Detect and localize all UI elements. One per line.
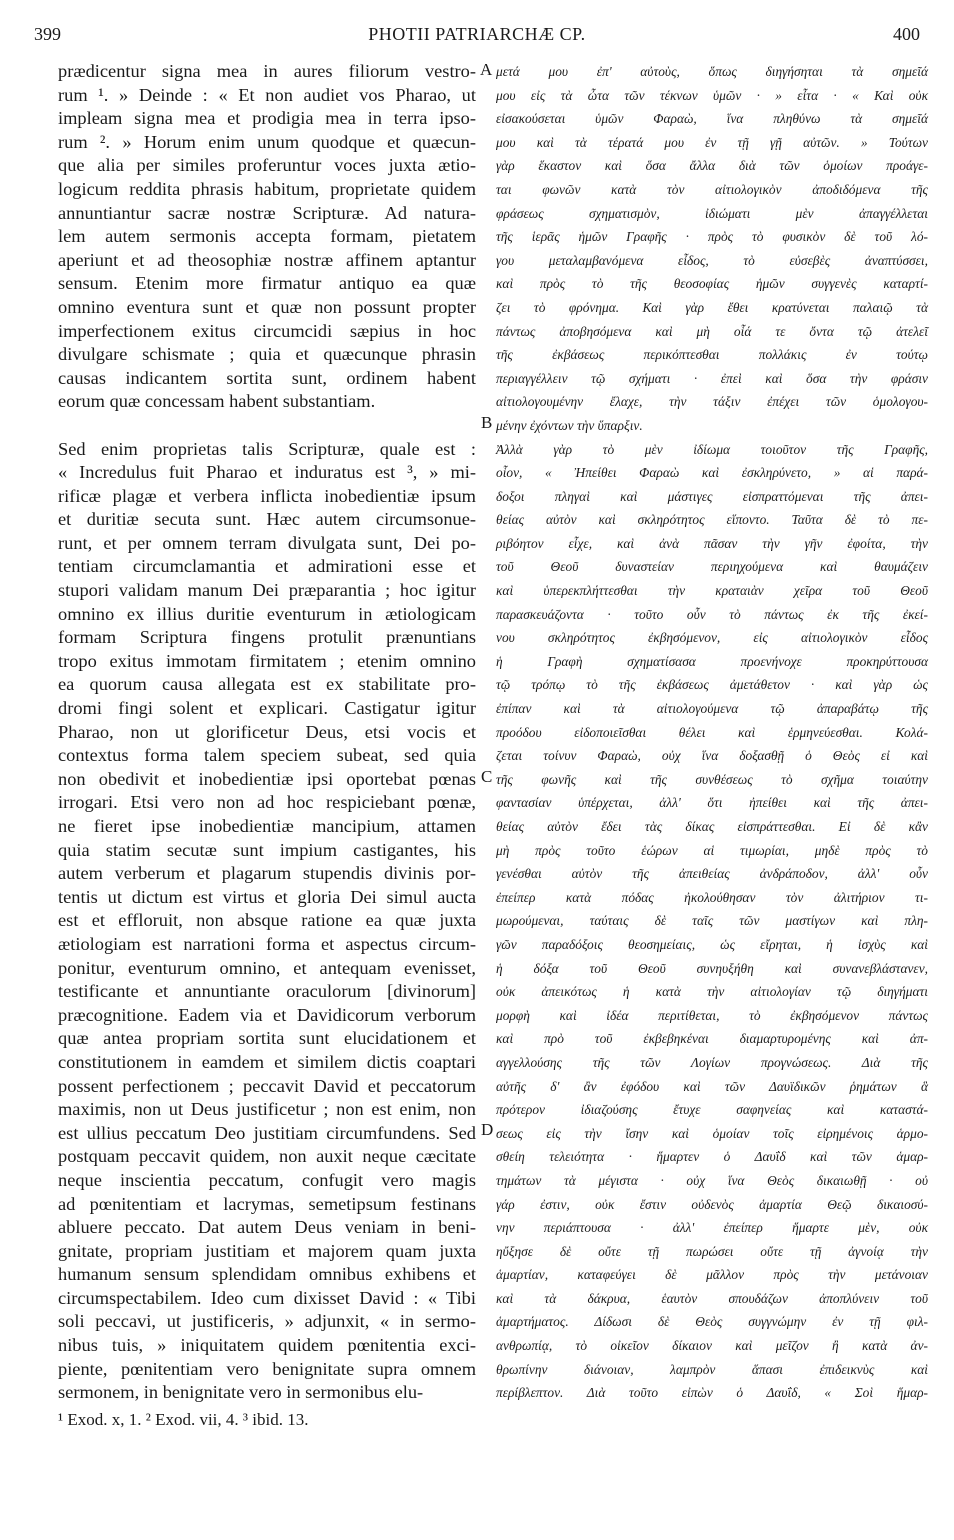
text-line: ad pœnitentiam et lacrymas, semetipsum festinans: [58, 1193, 476, 1214]
footnotes: ¹ Exod. x, 1. ² Exod. vii, 4. ³ ibid. 13.: [58, 1410, 309, 1429]
text-line: τῆς ἐκβάσεως περικόπτεσθαι πολλάκις ἐν τούτῳ: [496, 347, 928, 363]
text-line: μὴ πρὸς τοῦτο ἑώρων αἱ τιμωρίαι, μηδὲ πρὸς τὸ: [496, 842, 928, 858]
text-line: τημάτων τὰ μέγιστα · οὐχ ἵνα Θεὸς δικαιωθῇ · οὐ: [496, 1172, 928, 1188]
text-line: ανθρωπίᾳ, τὸ οἰκεῖον δίκαιον καὶ μεῖζον ἢ κατὰ ἀν-: [496, 1338, 928, 1354]
text-line: quia statim secutæ sunt impium castigantes, his: [58, 839, 476, 860]
text-line: θείας αὐτὸν ἔδει τὰς δίκας εἰσπράττεσθαι. Εἰ δὲ κἂν: [496, 819, 928, 834]
text-line: formam Scriptura fingens protulit prænuntians: [58, 627, 476, 648]
text-line: neque inscientia peccatum, confugit vero magis: [58, 1169, 476, 1190]
text-line: γάρ ἐστιν, οὐκ ἔστιν οὐδενὸς ἁμαρτία Θεῷ δικαιοσύ-: [496, 1196, 928, 1212]
text-line: καὶ πρὸ τοῦ ἐκβεβηκέναι διαμαρτυρομένης καὶ ἀπ-: [496, 1031, 928, 1047]
text-line: οὐκ ἀπεικότως ἡ κατὰ τὴν αἰτιολογίαν τῷ διηγήματι: [496, 984, 928, 1000]
text-line: dromi fingi solent et explicari. Castigatur igitur: [58, 698, 476, 719]
text-line: γενέσθαι αὐτὸν τῆς ἀπειθείας ἀνδράποδον, ἀλλ' οὖν: [496, 866, 928, 882]
text-line: stupori validam manum Dei præparantia ; hoc igitur: [58, 580, 476, 601]
text-line: τῆς ἱερᾶς ἡμῶν Γραφῆς · πρὸς τὸ φυσικὸν δὲ τοῦ λό-: [496, 229, 928, 245]
text-line: tentis ut dictum est virtus et gloria Dei simul aucta: [58, 886, 476, 907]
text-line: φαντασίαν ὑπέρχεται, ἀλλ' ὅτι ἠπείθει καὶ τῆς ἀπει-: [496, 795, 928, 811]
text-line: abluere peccato. Dat autem Deus veniam in beni-: [58, 1217, 476, 1238]
text-line: præcognitione. Eadem via et Davidicorum verborum: [58, 1004, 476, 1025]
text-line: καὶ ὑπερεκπλήττεσθαι τὴν κραταιὰν χεῖρα τοῦ Θεοῦ: [496, 583, 928, 599]
text-line: καὶ πρὸς τὸ τῆς θεοσοφίας ἡμῶν συγγενὲς καταρτί-: [496, 276, 928, 292]
text-line: piente, pœnitentiam vero benignitate supra omnem: [58, 1358, 476, 1379]
text-line: ται φωνῶν κατὰ τὸν αἰτιολογικὸν ἀποδιδόμενα τῆς: [496, 181, 928, 197]
text-line: postquam peccavit quidem, non auxit neque cæcitate: [58, 1146, 476, 1167]
text-line: ἡ Γραφὴ σχηματίσασα προενήνοχε προκηρύττουσα: [496, 653, 928, 669]
text-line: νου σκληρότητος ἐκβησόμενον, εἰς αἰτιολογικὸν εἶδος: [496, 630, 928, 646]
text-line: « Incredulus fuit Pharao et induratus est ³, » mi-: [58, 462, 476, 483]
page-number-left: 399: [34, 24, 61, 44]
text-line: constitutionem in eamdem et similem dictis coaptari: [58, 1051, 476, 1072]
text-line: irrogari. Etsi vero non ad hoc respiciebant pœnæ,: [58, 792, 476, 813]
text-line: rum ². » Horum enim unum quodque et quæcun-: [58, 131, 476, 152]
text-line: que alia per similes proferuntur voces juxta ætio-: [58, 155, 476, 176]
text-line: tropo exitus immotam firmitatem ; etenim omnino: [58, 650, 476, 671]
text-line: ea quorum causa allegata est ex stabilitate pro-: [58, 674, 476, 695]
text-line: ἐπίπαν καὶ τὰ αἰτιολογούμενα τῷ ἀπαραβάτῳ τῆς: [496, 701, 928, 717]
text-line: περίβλεπτον. Διὰ τοῦτο εἰπὼν ὁ Δαυΐδ, « Σοὶ ἥμαρ-: [496, 1385, 928, 1401]
text-line: γῶν παραδόξοις θεοσημείαις, ὡς εἴρηται, ἡ ἰσχὺς καὶ: [496, 936, 928, 952]
text-line: causas indicantem sortita sunt, ordinem habent: [58, 367, 476, 388]
text-line: γου μεταλαμβανόμενα εἶδος, τὸ εὐσεβὲς ἀναπτύσσει,: [496, 252, 928, 268]
text-line: rificæ plagæ et verbera inflicta inobedientiæ ipsum: [58, 485, 476, 506]
text-line: δοξοι πληγαὶ καὶ μάστιγες εἰσπραττόμεναι τῆς ἀπει-: [496, 488, 928, 504]
text-line: εἰσακούσεται ὑμῶν Φαραὼ, ἵνα πληθύνω τὰ σημεῖά: [496, 111, 928, 127]
text-line: θείας αὐτὸν καὶ σκληρότητος εἵποντο. Ταῦτα δὲ τὸ πε-: [496, 512, 928, 528]
text-line: rum ¹. » Deinde : « Et non audiet vos Pharao, ut: [58, 84, 476, 105]
text-line: πρότερον ἰδιαζούσης ἔτυχε σαφηνείας καὶ καταστά-: [496, 1102, 928, 1118]
text-line: imperfectionem exitus circumcidi sæpius in hoc: [58, 320, 476, 341]
text-line: omnino eventura sunt et quæ non possunt propter: [58, 296, 476, 317]
text-line: circumspectabilem. Ideo cum dixisset David : « Tibi: [58, 1287, 476, 1308]
text-line: ne fieret ipse inobedientiæ mancipium, attamen: [58, 816, 476, 836]
text-line: γὰρ ἕκαστον καὶ ὅσα ἄλλα διὰ τῶν ὁμοίων προάγε-: [496, 158, 928, 174]
text-line: προόδου εἰδοποιεῖσθαι θέλει καὶ ἑρμηνεύεσθαι. Κολά-: [496, 724, 928, 740]
text-line: quæ antea propriam sortita sunt elucidationem et: [58, 1028, 476, 1049]
text-line: sermonem, in benignitate vero in sermonibus elu-: [58, 1382, 424, 1403]
text-line: omnino ex illius duritie eventurum in ætiologicam: [58, 603, 476, 624]
text-line: αγγελλούσης τῆς τῶν Λογίων προγνώσεως. Διὰ τῆς: [496, 1054, 928, 1070]
text-line: Pharao, non ut glorificetur Deus, etsi vocis et: [58, 721, 476, 742]
text-line: περιαγγέλλειν τῷ σχήματι · ἐπεὶ καὶ ὅσα τὴν φράσιν: [496, 370, 928, 386]
text-line: μορφὴ καὶ ἰδέα περιτίθεται, τὸ ἐκβησόμενον πάντως: [496, 1007, 928, 1023]
text-line: ætiologiam est narrationi forma et aspectus circum-: [58, 933, 476, 954]
section-marker-d: D: [481, 1120, 494, 1139]
text-line: autem verberum et plagarum stupendis divinis por-: [58, 863, 476, 884]
text-line: φράσεως σχηματισμὸν, ἰδιώματι μὲν ἀπαγγέλλεται: [496, 205, 928, 221]
text-line: ἁμαρτίαν, καταφεύγει δὲ μᾶλλον πρὸς τὴν μετάνοιαν: [496, 1267, 928, 1283]
text-line: πάντως ἀποβησόμενα καὶ μὴ οἷά τε ὄντα τῷ ἀτελεῖ: [496, 323, 928, 339]
text-line: [58, 414, 476, 438]
text-line: non obedivit et inobedientiæ ipsi oportebat pœnas: [58, 768, 476, 789]
latin-column: [58, 60, 476, 1405]
text-line: μου καὶ τὰ τέρατά μου ἐν τῇ γῇ αὐτῶν. » Τούτων: [496, 134, 928, 150]
text-line: μωρούμεναι, ταύταις δὲ ταῖς τῶν μαστίγων καὶ πλη-: [496, 913, 928, 929]
text-line: gnitate, propriam justitiam et majorem quam juxta: [58, 1240, 476, 1261]
text-line: ηὔξησε δὲ οὔτε τῇ πωρώσει οὔτε τῇ ἀγνοίᾳ τὴν: [496, 1243, 928, 1259]
text-line: testificante et annuntiante oraculorum [divinorum]: [58, 981, 476, 1002]
text-line: ριβόητον εἶχε, καὶ ἀνὰ πᾶσαν τὴν γῆν ἐφοίτα, τὴν: [496, 535, 928, 551]
text-line: μου εἰς τὰ ὦτα τῶν τέκνων ὑμῶν · » εἶτα · « Καὶ οὐκ: [496, 87, 928, 103]
text-line: οἷον, « Ἠπείθει Φαραὼ καὶ ἐσκληρύνετο, » αἱ παρά-: [496, 465, 928, 481]
text-line: αὐτῆς δ' ἂν ἐφόδου καὶ τῶν Δαυϊδικῶν ῥημάτων ἃ: [496, 1078, 928, 1094]
text-line: ἐπείπερ κατὰ πόδας ἠκολούθησαν τὸν ἀλιτήριον τι-: [496, 889, 928, 905]
text-line: soli peccavi, ut justificeris, » adjunxit, « in sermo-: [58, 1311, 476, 1332]
text-line: νην περιάπτουσα · ἀλλ' ἐπείπερ ἥμαρτε μὲν, οὐκ: [496, 1220, 928, 1236]
text-line: τῆς φωνῆς καὶ τῆς συνθέσεως τὸ σχῆμα τοιαύτην: [496, 771, 928, 787]
text-line: maximis, non ut Deus justificetur ; non est enim, non: [58, 1099, 476, 1120]
text-line: prædicentur signa mea in aures filiorum vestro-: [58, 61, 476, 81]
text-line: est ullius peccatum Deo justitiam circumfundens. Sed: [58, 1122, 476, 1143]
page-number-right: 400: [893, 24, 920, 44]
text-line: ponitur, eventurum omnino, et antequam evenisset,: [58, 957, 476, 978]
running-title: PHOTII PATRIARCHÆ CP.: [368, 24, 586, 44]
text-line: Ἀλλὰ γὰρ τὸ μὲν ἰδίωμα τοιοῦτον τῆς Γραφῆς,: [496, 441, 928, 457]
page-header: [34, 14, 920, 54]
text-line: ζει τὸ φρόνημα. Καὶ γὰρ ἔθει κρατύνεται παλαιῷ τὰ: [496, 299, 928, 315]
text-line: τῷ τρόπῳ τὸ τῆς ἐκβάσεως ἀμετάθετον · καὶ γὰρ ὡς: [496, 677, 928, 693]
text-line: sensum. Etenim more firmatur antiquo ea quæ: [58, 273, 476, 294]
text-line: ἡ δόξα τοῦ Θεοῦ συνηυξήθη καὶ συνανεβλάστανεν,: [496, 960, 928, 976]
text-line: annuntiantur sacræ nostræ Scripturæ. Ad natura-: [58, 202, 476, 223]
text-line: καὶ τὰ δάκρυα, ἑαυτὸν σπουδάζων ἀποπλύνειν τοῦ: [496, 1290, 928, 1306]
text-line: παρασκευάζοντα · τοῦτο οὖν τὸ πάντως ἐκ τῆς ἐκεί-: [496, 606, 928, 622]
text-line: aperiunt et ad theosophiæ nostræ affinem aptantur: [58, 249, 476, 270]
section-marker-a: A: [480, 60, 493, 79]
text-line: θρωπίνην διάνοιαν, λαμπρὸν ἅπασι ἐπιδεικνὺς καὶ: [496, 1361, 928, 1377]
text-line: et duritiæ secuta sunt. Hæc autem circumsonue-: [58, 509, 476, 530]
text-line: impleam signa mea et prodigia mea in terra ipso-: [58, 108, 476, 129]
text-line: possent perfectionem ; peccavit David et peccatorum: [58, 1075, 476, 1096]
section-marker-b: B: [481, 413, 493, 432]
text-line: ἁμαρτήματος. Δίδωσι δὲ Θεὸς συγγνώμην ἐν τῇ φιλ-: [496, 1314, 928, 1330]
text-line: contextus forma talem speciem subeat, sed quia: [58, 745, 476, 766]
text-line: μετά μου ἐπ' αὐτοὺς, ὅπως διηγήσηται τὰ σημεῖά: [496, 64, 928, 79]
text-line: divulgare schismate ; quia et quæcunque phrasin: [58, 344, 476, 365]
text-line: τοῦ Θεοῦ δυναστείαν περιηχούμενα καὶ θαυμάζειν: [496, 559, 928, 575]
greek-column: [496, 60, 928, 1405]
text-line: lem autem sermonis accepta formam, pietatem: [58, 226, 476, 247]
section-marker-c: C: [481, 767, 493, 786]
text-line: est et effloruit, non absque ratione ea quæ juxta: [58, 910, 476, 931]
text-line: eorum quæ concessam habent substantiam.: [58, 391, 376, 412]
text-line: nibus tuis, » iniquitatem quidem pœnitentia exci-: [58, 1335, 476, 1356]
text-line: αἰτιολογουμένην ἔλαχε, τὴν τάξιν ἐπέχει τῶν ὁμολογου-: [496, 394, 928, 410]
text-line: σθείη τελειότητα · ἥμαρτεν ὁ Δαυΐδ καὶ τῶν ἁμαρ-: [496, 1149, 928, 1165]
text-line: logicum reddita phrasis habitum, proprietate quidem: [58, 178, 476, 199]
text-line: σεως εἰς τὴν ἴσην καὶ ὁμοίαν τοῖς εἰρημένοις ἁρμο-: [496, 1125, 928, 1141]
text-line: μένην ἐχόντων τὴν ὕπαρξιν.: [496, 417, 643, 433]
text-line: humanum sensum splendidam omnibus exhibens et: [58, 1264, 476, 1285]
text-line: Sed enim proprietas talis Scripturæ, quale est :: [58, 438, 476, 459]
text-line: tentiam circumclamantia et admirationi esse et: [58, 556, 476, 577]
text-line: ζεται τοίνυν Φαραὼ, οὐχ ἵνα δοξασθῇ ὁ Θεὸς εἰ καὶ: [496, 748, 928, 764]
text-line: runt, et per omnem terram divulgata sunt, Dei po-: [58, 532, 476, 553]
